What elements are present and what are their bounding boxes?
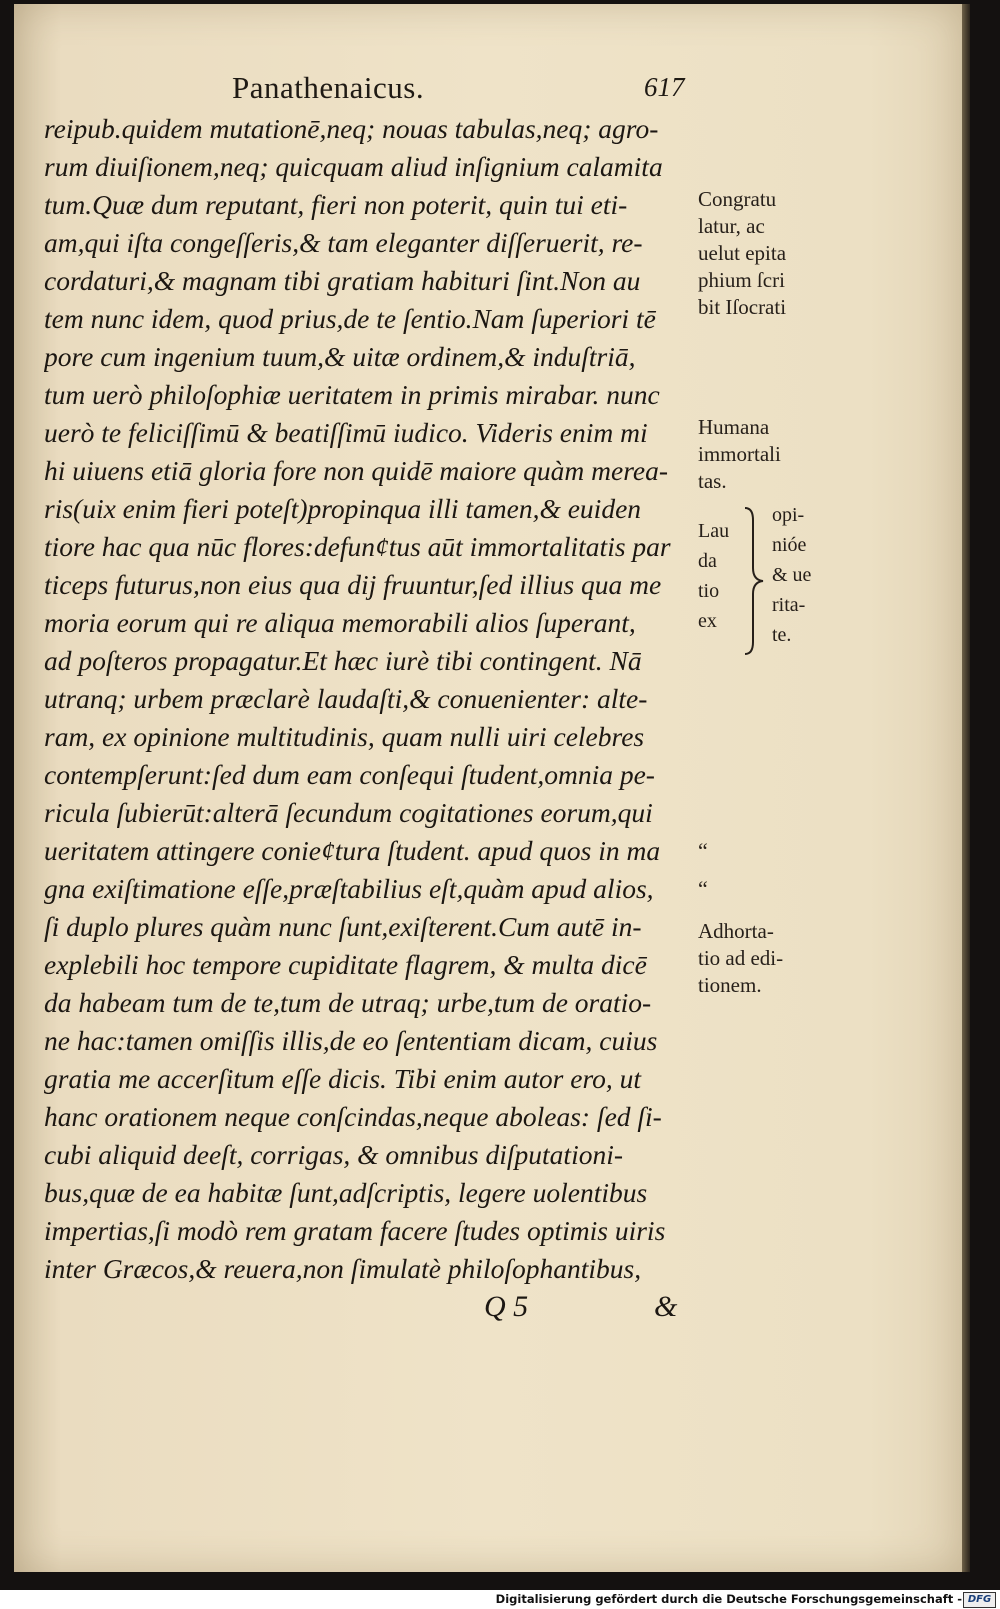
text-line: ad poſteros propagatur.Et hæc iurè tibi contingent. Nā xyxy=(44,645,642,676)
catchword: & xyxy=(654,1290,678,1323)
marginal-note-adhortatio: Adhorta- tio ad edi- tionem. xyxy=(698,919,784,997)
text-line: tum.Quæ dum reputant, fieri non poterit, quin tui eti- xyxy=(44,189,628,220)
marginal-note-opinione: opi- nióe & ue rita- te. xyxy=(772,504,812,646)
text-line: rum diuiſionem,neq; quicquam aliud inſignium calamita xyxy=(44,151,663,182)
text-line: gna exiſtimatione eſſe,præſtabilius eſt,quàm apud alios, xyxy=(44,873,654,904)
text-line: ram, ex opinione multitudinis, quam nulli uiri celebres xyxy=(44,721,645,752)
text-line: am,qui iſta congeſſeris,& tam eleganter diſſeruerit, re- xyxy=(44,227,643,258)
brace-icon xyxy=(741,506,771,656)
dfg-logo-icon: DFG xyxy=(963,1592,996,1608)
text-line: cubi aliquid deeſt, corrigas, & omnibus diſputationi- xyxy=(44,1139,624,1170)
page-number: 617 xyxy=(644,72,685,102)
text-line: reipub.quidem mutationē,neq; nouas tabulas,neq; agro- xyxy=(44,113,659,144)
page-edge-shadow xyxy=(962,4,970,1572)
text-line: utranq; urbem præclarè laudaſti,& conuenienter: alte- xyxy=(44,683,648,714)
text-line: uerò te feliciſſimū & beatiſſimū iudico. Videris enim mi xyxy=(44,417,648,448)
quote-mark: “ xyxy=(698,876,708,901)
quote-mark: “ xyxy=(698,838,708,863)
text-line: tiore hac qua nūc flores:defun¢tus aūt immortalitatis par xyxy=(44,531,671,562)
text-line: hanc orationem neque conſcindas,neque aboleas: ſed ſi- xyxy=(44,1101,662,1132)
text-line: ticeps futurus,non eius qua dij fruuntur,ſed illius qua me xyxy=(44,569,662,600)
signature-mark: Q 5 xyxy=(484,1290,529,1323)
text-line: ſi duplo plures quàm nunc ſunt,exiſterent.Cum autē in- xyxy=(44,911,642,942)
text-line: explebili hoc tempore cupiditate flagrem, & multa dicē xyxy=(44,949,647,980)
text-line: hi uiuens etiā gloria fore non quidē maiore quàm merea- xyxy=(44,455,669,486)
footer-credit: Digitalisierung gefördert durch die Deutsche Forschungsgemeinschaft - xyxy=(495,1592,962,1606)
text-line: contempſerunt:ſed dum eam conſequi ſtudent,omnia pe- xyxy=(44,759,655,790)
text-line: cordaturi,& magnam tibi gratiam habituri ſint.Non au xyxy=(44,265,641,296)
text-line: ris(uix enim fieri poteſt)propinqua illi tamen,& euiden xyxy=(44,493,642,524)
text-line: da habeam tum de te,tum de utraq; urbe,tum de oratio- xyxy=(44,987,652,1018)
text-line: gratia me accerſitum eſſe dicis. Tibi enim autor ero, ut xyxy=(44,1063,642,1094)
marginal-note-laudatio: Lau da tio ex xyxy=(698,520,730,632)
marginal-note-congratulatur: Congratu latur, ac uelut epita phium ſcri bit Iſocrati xyxy=(698,187,787,319)
marginal-note-humana: Humana immortali tas. xyxy=(698,415,781,493)
text-line: pore cum ingenium tuum,& uitæ ordinem,& induſtriā, xyxy=(44,341,636,372)
text-line: inter Græcos,& reuera,non ſimulatè philoſophantibus, xyxy=(44,1253,642,1284)
text-line: tem nunc idem, quod prius,de te ſentio.Nam ſuperiori tē xyxy=(44,303,656,334)
running-head: Panathenaicus. xyxy=(232,70,425,105)
text-line: ueritatem attingere conie¢tura ſtudent. apud quos in ma xyxy=(44,835,661,866)
text-line: impertias,ſi modò rem gratam facere ſtudes optimis uiris xyxy=(44,1215,666,1246)
text-line: moria eorum qui re aliqua memorabili alios ſuperant, xyxy=(44,607,636,638)
text-line: tum uerò philoſophiæ ueritatem in primis mirabar. nunc xyxy=(44,379,660,410)
text-line: ricula ſubierūt:alterā ſecundum cogitationes eorum,qui xyxy=(44,797,653,828)
text-line: bus,quæ de ea habitæ ſunt,adſcriptis, legere uolentibus xyxy=(44,1177,648,1208)
text-line: ne hac:tamen omiſſis illis,de eo ſententiam dicam, cuius xyxy=(44,1025,658,1056)
